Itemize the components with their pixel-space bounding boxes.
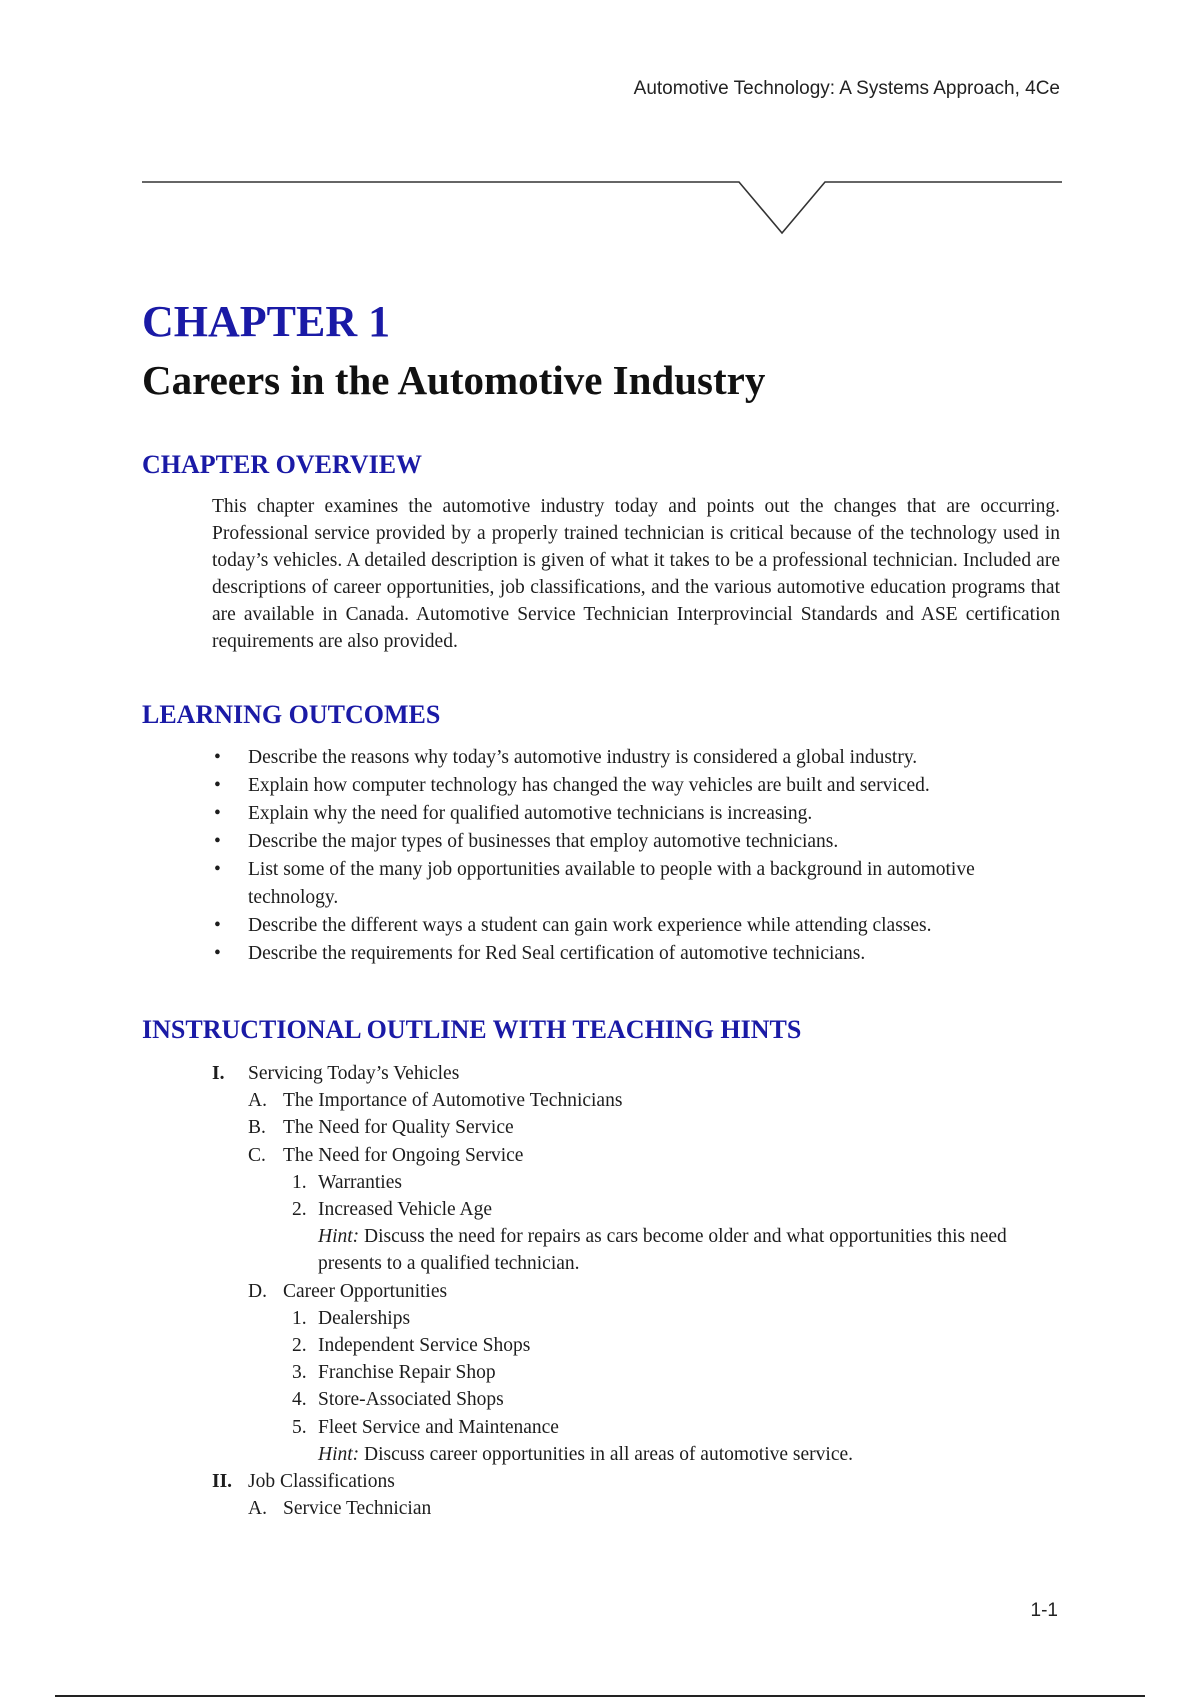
outline-text: Increased Vehicle Age <box>318 1199 492 1221</box>
instructional-outline <box>212 1060 1062 1522</box>
overview-heading: CHAPTER OVERVIEW <box>142 450 423 479</box>
hint-text: Discuss career opportunities in all areas of automotive service. <box>364 1443 854 1465</box>
outline-item-level-2 <box>212 1087 1062 1114</box>
running-header: Automotive Technology: A Systems Approach, 4Ce <box>633 78 1060 99</box>
outline-marker: 1. <box>292 1307 307 1329</box>
outline-marker: B. <box>248 1117 266 1139</box>
outline-text: Warranties <box>318 1171 402 1193</box>
outcome-item: • Describe the reasons why today’s automotive industry is considered a global industry. <box>212 744 1062 772</box>
hint-label: Hint: <box>318 1443 360 1465</box>
outline-item-level-3 <box>212 1169 1062 1196</box>
outline-marker: C. <box>248 1144 266 1166</box>
outline-marker: 4. <box>292 1389 307 1411</box>
outline-item-level-3 <box>212 1414 1062 1441</box>
hint-label: Hint: <box>318 1226 360 1248</box>
outline-item-level-2 <box>212 1495 1062 1522</box>
outline-item-level-1 <box>212 1468 1062 1495</box>
hint-text: Discuss the need for repairs as cars become older and what opportunities this need presents to a qualified technician. <box>318 1226 1007 1275</box>
outline-text: The Need for Quality Service <box>283 1117 514 1139</box>
outcome-item: • List some of the many job opportunities available to people with a background in automotive technology. <box>212 856 1062 912</box>
outline-marker: A. <box>248 1498 267 1520</box>
outline-marker: 5. <box>292 1416 307 1438</box>
instructional-outline-heading: INSTRUCTIONAL OUTLINE WITH TEACHING HINTS <box>142 1015 802 1044</box>
outline-marker: 2. <box>292 1199 307 1221</box>
outline-marker: II. <box>212 1471 233 1493</box>
outline-item-level-3 <box>212 1332 1062 1359</box>
page-number: 1-1 <box>1030 1600 1058 1621</box>
outcome-item: • Explain why the need for qualified automotive technicians is increasing. <box>212 800 1062 828</box>
outline-item-level-3 <box>212 1305 1062 1332</box>
outline-marker: 2. <box>292 1335 307 1357</box>
outline-item-level-3 <box>212 1196 1062 1223</box>
teaching-hint <box>212 1223 1062 1277</box>
outline-item-level-3 <box>212 1386 1062 1413</box>
outline-text: Franchise Repair Shop <box>318 1362 496 1384</box>
outline-text: The Importance of Automotive Technicians <box>283 1090 623 1112</box>
outline-text: Career Opportunities <box>283 1280 448 1302</box>
outline-text: Dealerships <box>318 1307 411 1329</box>
overview-paragraph: This chapter examines the automotive industry today and points out the changes that are occurring. Professional service provided by a properly trained technician is critical because of the technology used in today’s vehicles. A detailed description is given of what it takes to be a professional technician. Included are descriptions of career opportunities, job classifications, and the various automotive education programs that are available in Canada. Automotive Service Technician Interprovincial Standards and ASE certification requirements are also provided. <box>212 496 1060 652</box>
outline-marker: I. <box>212 1063 225 1084</box>
outcome-item: • Describe the major types of businesses that employ automotive technicians. <box>212 828 1062 856</box>
outline-item-level-2 <box>212 1278 1062 1305</box>
outline-marker: 3. <box>292 1362 307 1384</box>
header-rule-chevron <box>142 175 1062 235</box>
outcome-item: • Explain how computer technology has changed the way vehicles are built and serviced. <box>212 772 1062 800</box>
outline-marker: A. <box>248 1090 267 1112</box>
outline-text: Fleet Service and Maintenance <box>318 1416 559 1438</box>
outcome-item: • Describe the requirements for Red Seal certification of automotive technicians. <box>212 940 1062 968</box>
outline-item-level-1 <box>212 1060 1062 1087</box>
outline-item-level-2 <box>212 1114 1062 1141</box>
outline-marker: 1. <box>292 1171 307 1193</box>
learning-outcomes-list <box>212 744 1062 968</box>
outline-marker: D. <box>248 1280 267 1302</box>
teaching-hint <box>212 1441 1062 1468</box>
outline-text: Servicing Today’s Vehicles <box>248 1063 460 1084</box>
outcome-item: • Describe the different ways a student can gain work experience while attending classes. <box>212 912 1062 940</box>
learning-outcomes-heading: LEARNING OUTCOMES <box>142 700 441 729</box>
chapter-number: CHAPTER 1 <box>142 297 391 346</box>
chapter-title: Careers in the Automotive Industry <box>142 357 766 403</box>
outline-item-level-3 <box>212 1359 1062 1386</box>
outline-text: Job Classifications <box>248 1471 395 1493</box>
footer-rule <box>55 1695 1145 1697</box>
outline-text: The Need for Ongoing Service <box>283 1144 524 1166</box>
outline-item-level-2 <box>212 1142 1062 1169</box>
outline-text: Service Technician <box>283 1498 432 1520</box>
outline-text: Store-Associated Shops <box>318 1389 504 1411</box>
outline-text: Independent Service Shops <box>318 1335 531 1357</box>
